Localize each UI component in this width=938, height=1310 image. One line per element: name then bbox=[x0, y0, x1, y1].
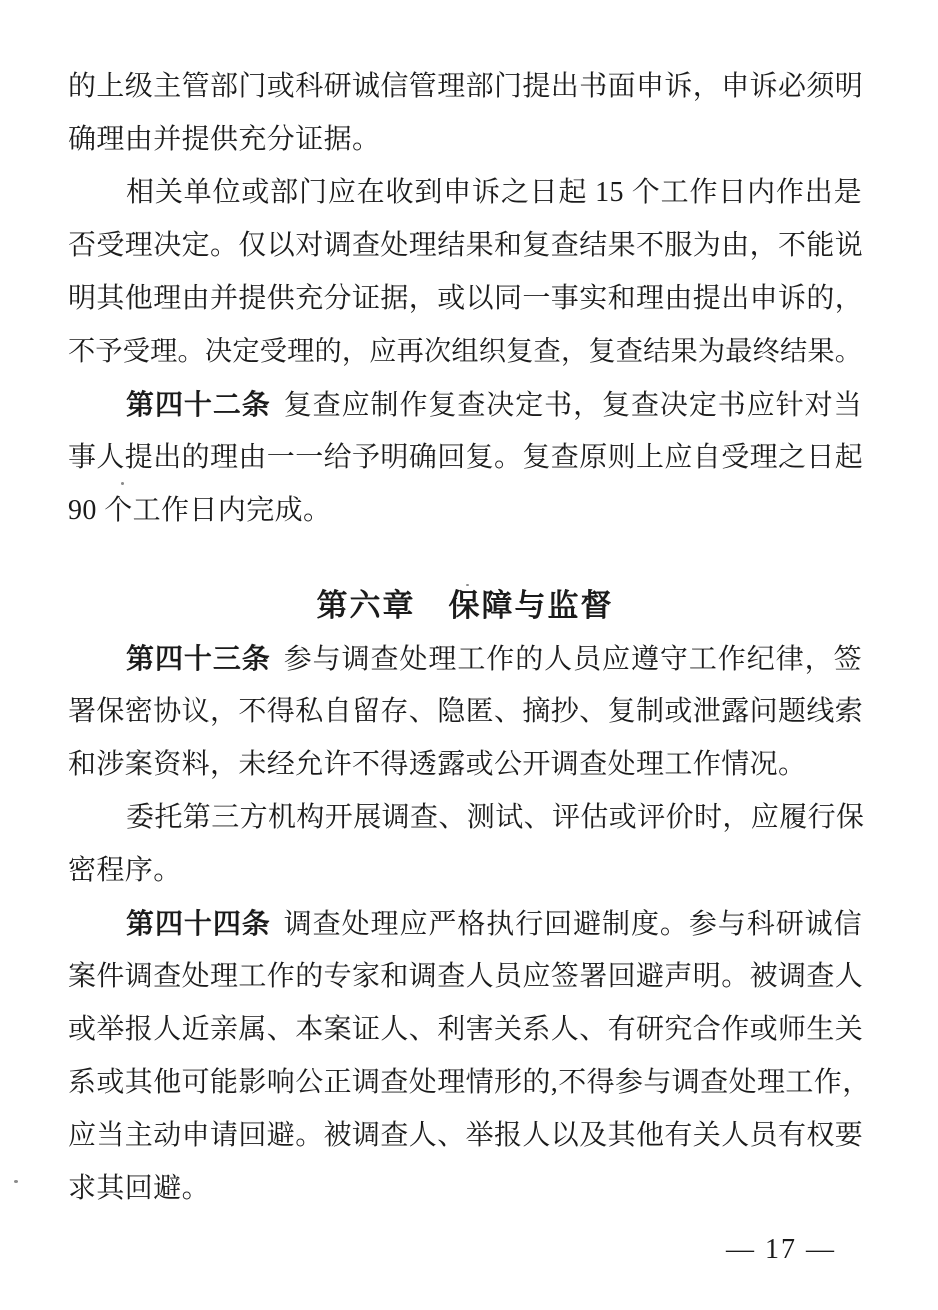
text-line bbox=[68, 272, 862, 325]
text-line bbox=[68, 60, 862, 113]
line-text: 应当主动申请回避。被调查人、举报人以及其他有关人员有权要 bbox=[68, 1120, 864, 1151]
line-text: 密程序。 bbox=[68, 855, 182, 886]
line-text: 的上级主管部门或科研诚信管理部门提出书面申诉，申诉必须明 bbox=[68, 71, 864, 102]
text-column bbox=[68, 60, 871, 1215]
line-text: 系或其他可能影响公正调查处理情形的,不得参与调查处理工作， bbox=[68, 1067, 871, 1098]
text-line bbox=[68, 484, 862, 537]
line-text: 委托第三方机构开展调查、测试、评估或评价时，应履行保 bbox=[126, 802, 865, 833]
article-number: 第四十三条 bbox=[126, 643, 271, 674]
article-number: 第四十二条 bbox=[126, 389, 271, 420]
text-line bbox=[68, 738, 862, 791]
text-line bbox=[68, 844, 862, 897]
scan-speck bbox=[14, 1180, 18, 1183]
text-line bbox=[68, 431, 862, 484]
text-line bbox=[68, 1162, 862, 1215]
line-text: 不予受理。决定受理的，应再次组织复查，复查结果为最终结果。 bbox=[68, 336, 862, 366]
line-text: 事人提出的理由一一给予明确回复。复查原则上应自受理之日起 bbox=[68, 442, 864, 473]
text-line bbox=[68, 166, 862, 219]
line-text: 90 个工作日内完成。 bbox=[68, 495, 332, 526]
text-line bbox=[68, 791, 865, 844]
chapter-heading: 第六章 保障与监督 bbox=[316, 588, 614, 623]
text-line bbox=[68, 685, 862, 738]
line-text: 署保密协议，不得私自留存、隐匿、摘抄、复制或泄露问题线索 bbox=[68, 696, 864, 727]
text-line bbox=[68, 113, 862, 166]
text-line bbox=[68, 378, 862, 431]
scan-speck bbox=[121, 482, 124, 485]
line-text: 和涉案资料，未经允许不得透露或公开调查处理工作情况。 bbox=[68, 749, 807, 780]
text-line bbox=[68, 325, 862, 378]
line-text: 参与调查处理工作的人员应遵守工作纪律，签 bbox=[283, 644, 862, 675]
line-text: 调查处理应严格执行回避制度。参与科研诚信 bbox=[283, 909, 862, 940]
page-number: — 17 — bbox=[726, 1234, 836, 1265]
text-line bbox=[68, 1109, 862, 1162]
scan-speck bbox=[466, 584, 469, 586]
line-text: 明其他理由并提供充分证据，或以同一事实和理由提出申诉的， bbox=[68, 283, 864, 314]
text-line bbox=[68, 1003, 862, 1056]
text-line bbox=[68, 950, 862, 1003]
text-line bbox=[68, 897, 862, 950]
line-text: 复查应制作复查决定书，复查决定书应针对当 bbox=[283, 390, 862, 421]
line-text: 或举报人近亲属、本案证人、利害关系人、有研究合作或师生关 bbox=[68, 1014, 864, 1045]
line-text: 否受理决定。仅以对调查处理结果和复查结果不服为由，不能说 bbox=[68, 230, 864, 261]
text-line bbox=[68, 1056, 871, 1109]
line-text: 案件调查处理工作的专家和调查人员应签署回避声明。被调查人 bbox=[68, 961, 864, 992]
article-number: 第四十四条 bbox=[126, 908, 271, 939]
text-line bbox=[68, 632, 862, 685]
line-text: 确理由并提供充分证据。 bbox=[68, 124, 381, 155]
line-text: 求其回避。 bbox=[68, 1173, 211, 1204]
text-line bbox=[68, 219, 862, 272]
line-text: 相关单位或部门应在收到申诉之日起 15 个工作日内作出是 bbox=[126, 177, 862, 208]
